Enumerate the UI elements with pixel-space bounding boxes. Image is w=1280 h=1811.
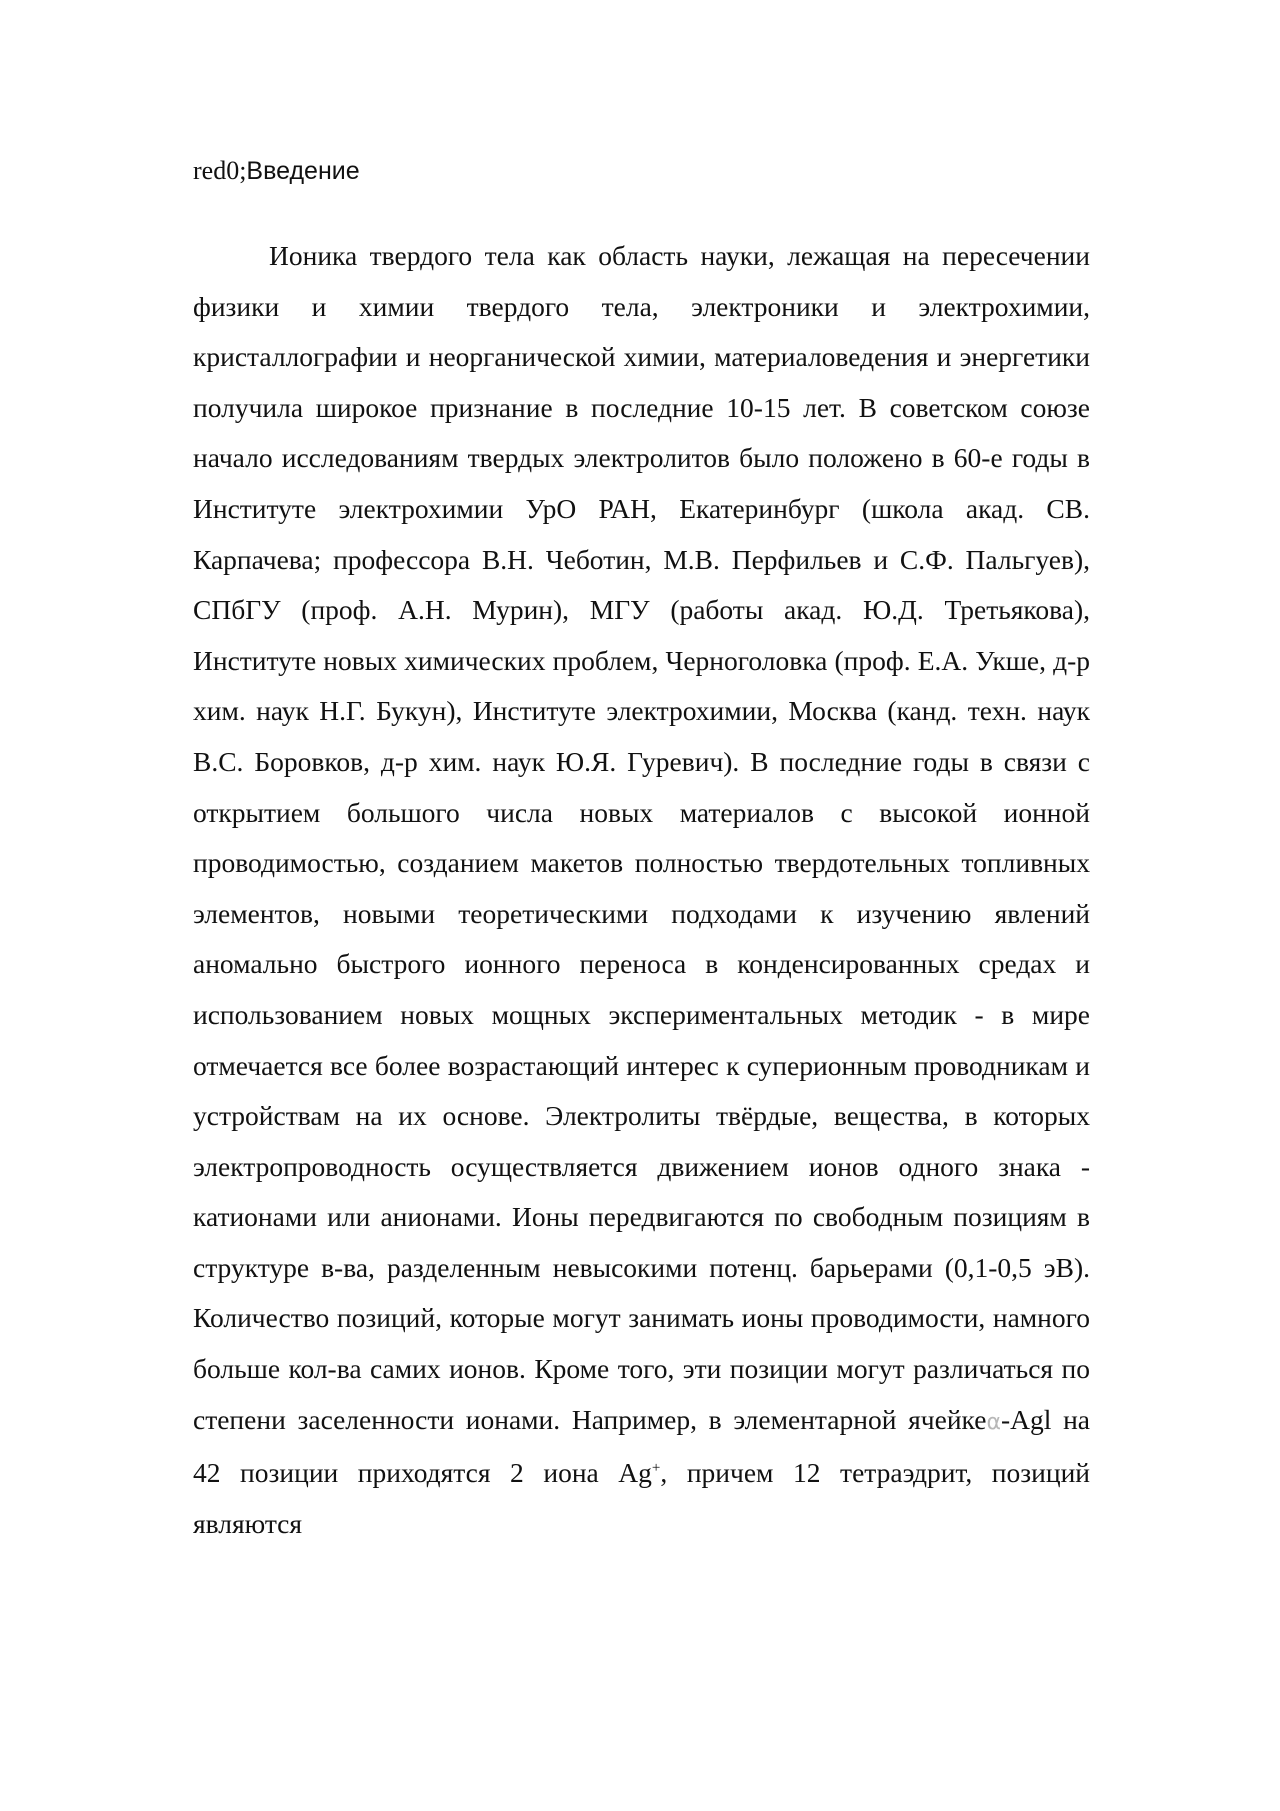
ion-charge-superscript: + [651,1460,661,1477]
heading-title: Введение [246,157,360,185]
paragraph-text: Ионика твердого тела как область науки, лежащая на пересечении физики и химии твердого тела, электроники и электрохимии, кристаллографии и неорганической химии, материаловедения и энергетики получила широкое признание в последние 10-15 лет. В советском союзе начало исследованиям твердых электролитов было положено в 60-е годы в Институте электрохимии УрО РАН, Екатеринбург (школа акад. СВ. Карпачева; профессора В.Н. Чеботин, М.В. Перфильев и С.Ф. Пальгуев), СПбГУ (проф. А.Н. Мурин), МГУ (работы акад. Ю.Д. Третьякова), Институте новых химических проблем, Черноголовка (проф. Е.А. Укше, д-р хим. наук Н.Г. Букун), Институте электрохимии, Москва (канд. техн. наук B.C. Боровков, д-р хим. наук Ю.Я. Гуревич). В последние годы в связи с открытием большого числа новых материалов с высокой ионной проводимостью, созданием макетов полностью твердотельных топливных элементов, новыми теоретическими подходами к изучению явлений аномально быстрого ионного переноса в конденсированных средах и использованием новых мощных экспериментальных методик - в мире отмечается все более возрастающий интерес к суперионным проводникам и устройствам на их основе. Электролиты твёрдые, вещества, в которых электропроводность осуществляется движением ионов одного знака - катионами или анионами. Ионы передвигаются по свободным позициям в структуре в-ва, разделенным невысокими потенц. барьерами (0,1-0,5 эВ). Количество позиций, которые могут занимать ионы проводимости, намного больше кол-ва самих ионов. Кроме того, эти позиции могут различаться по степени заселенности ионами. Например, в элементарной ячейке [193,240,1090,1435]
paragraph-text-end: , причем 12 тетраэдрит, позиций являются [193,1457,1091,1539]
body-paragraph [193,231,1090,1549]
section-heading [193,153,360,189]
paragraph-text-continued: -Agl на 42 позиции приходятся 2 иона Ag [193,1403,1090,1489]
heading-prefix: red0; [193,156,247,185]
alpha-symbol: α [986,1409,1001,1435]
